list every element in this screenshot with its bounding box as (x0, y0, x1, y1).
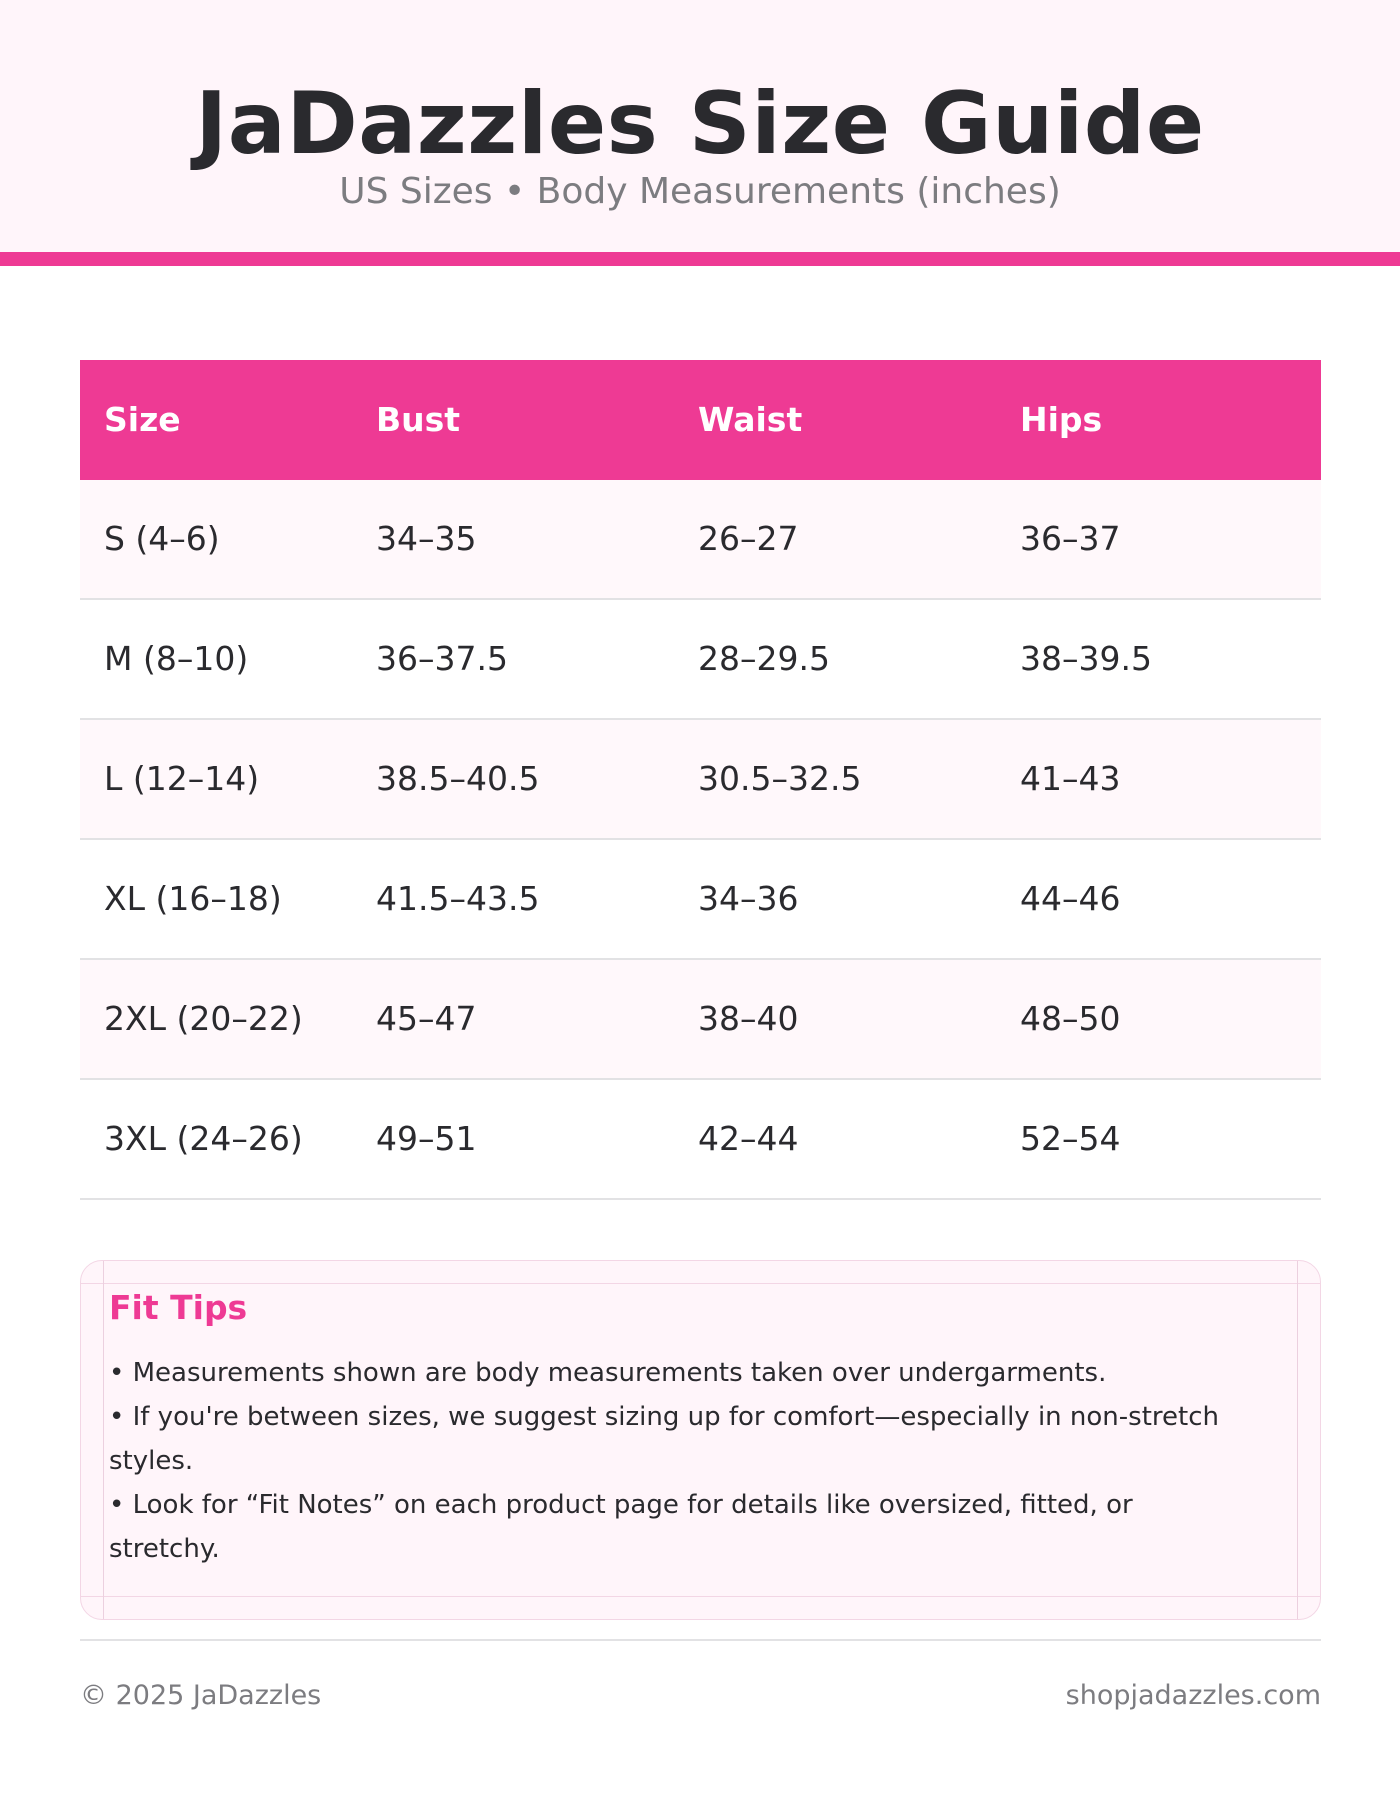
hips-cell: 52–54 (1020, 1119, 1121, 1158)
waist-cell: 34–36 (698, 879, 799, 918)
footer-website: shopjadazzles.com (1065, 1680, 1321, 1711)
table-row (80, 960, 1321, 1080)
bust-cell: 45–47 (376, 999, 477, 1038)
footer-divider (80, 1639, 1321, 1641)
hips-cell: 41–43 (1020, 759, 1121, 798)
hips-cell: 36–37 (1020, 519, 1121, 558)
size-cell: S (4–6) (104, 519, 220, 558)
page-subtitle: US Sizes • Body Measurements (inches) (339, 171, 1061, 212)
column-header-size: Size (104, 400, 181, 439)
waist-cell: 30.5–32.5 (698, 759, 862, 798)
bust-cell: 41.5–43.5 (376, 879, 540, 918)
size-table (80, 360, 1321, 1200)
fit-tip-item: • If you're between sizes, we suggest sizing up for comfort—especially in non-stretch styles. (109, 1402, 1219, 1476)
fit-tips-title: Fit Tips (109, 1288, 248, 1327)
bust-cell: 49–51 (376, 1119, 477, 1158)
table-row (80, 840, 1321, 960)
column-header-waist: Waist (698, 400, 803, 439)
table-row (80, 600, 1321, 720)
bust-cell: 38.5–40.5 (376, 759, 540, 798)
size-cell: M (8–10) (104, 639, 249, 678)
size-cell: 2XL (20–22) (104, 999, 303, 1038)
size-cell: L (12–14) (104, 759, 260, 798)
tips-guide-line (81, 1283, 1320, 1284)
fit-tips-box (80, 1260, 1321, 1620)
page-header (0, 0, 1400, 266)
hips-cell: 48–50 (1020, 999, 1121, 1038)
waist-cell: 26–27 (698, 519, 799, 558)
hips-cell: 38–39.5 (1020, 639, 1152, 678)
waist-cell: 42–44 (698, 1119, 799, 1158)
column-header-bust: Bust (376, 400, 461, 439)
table-row (80, 720, 1321, 840)
table-header-row (80, 360, 1321, 480)
table-row (80, 480, 1321, 600)
tips-guide-line (103, 1261, 104, 1619)
fit-tips-list (109, 1351, 1249, 1571)
bust-cell: 34–35 (376, 519, 477, 558)
footer-copyright: © 2025 JaDazzles (80, 1680, 322, 1711)
table-row (80, 1080, 1321, 1200)
bust-cell: 36–37.5 (376, 639, 508, 678)
page-title: JaDazzles Size Guide (195, 74, 1205, 174)
size-cell: 3XL (24–26) (104, 1119, 303, 1158)
tips-guide-line (1297, 1261, 1298, 1619)
column-header-hips: Hips (1020, 400, 1103, 439)
fit-tip-item: • Measurements shown are body measurements taken over undergarments. (109, 1358, 1107, 1388)
fit-tip-item: • Look for “Fit Notes” on each product page for details like oversized, fitted, or stretchy. (109, 1490, 1133, 1564)
tips-guide-line (81, 1596, 1320, 1597)
waist-cell: 28–29.5 (698, 639, 830, 678)
hips-cell: 44–46 (1020, 879, 1121, 918)
size-cell: XL (16–18) (104, 879, 282, 918)
waist-cell: 38–40 (698, 999, 799, 1038)
